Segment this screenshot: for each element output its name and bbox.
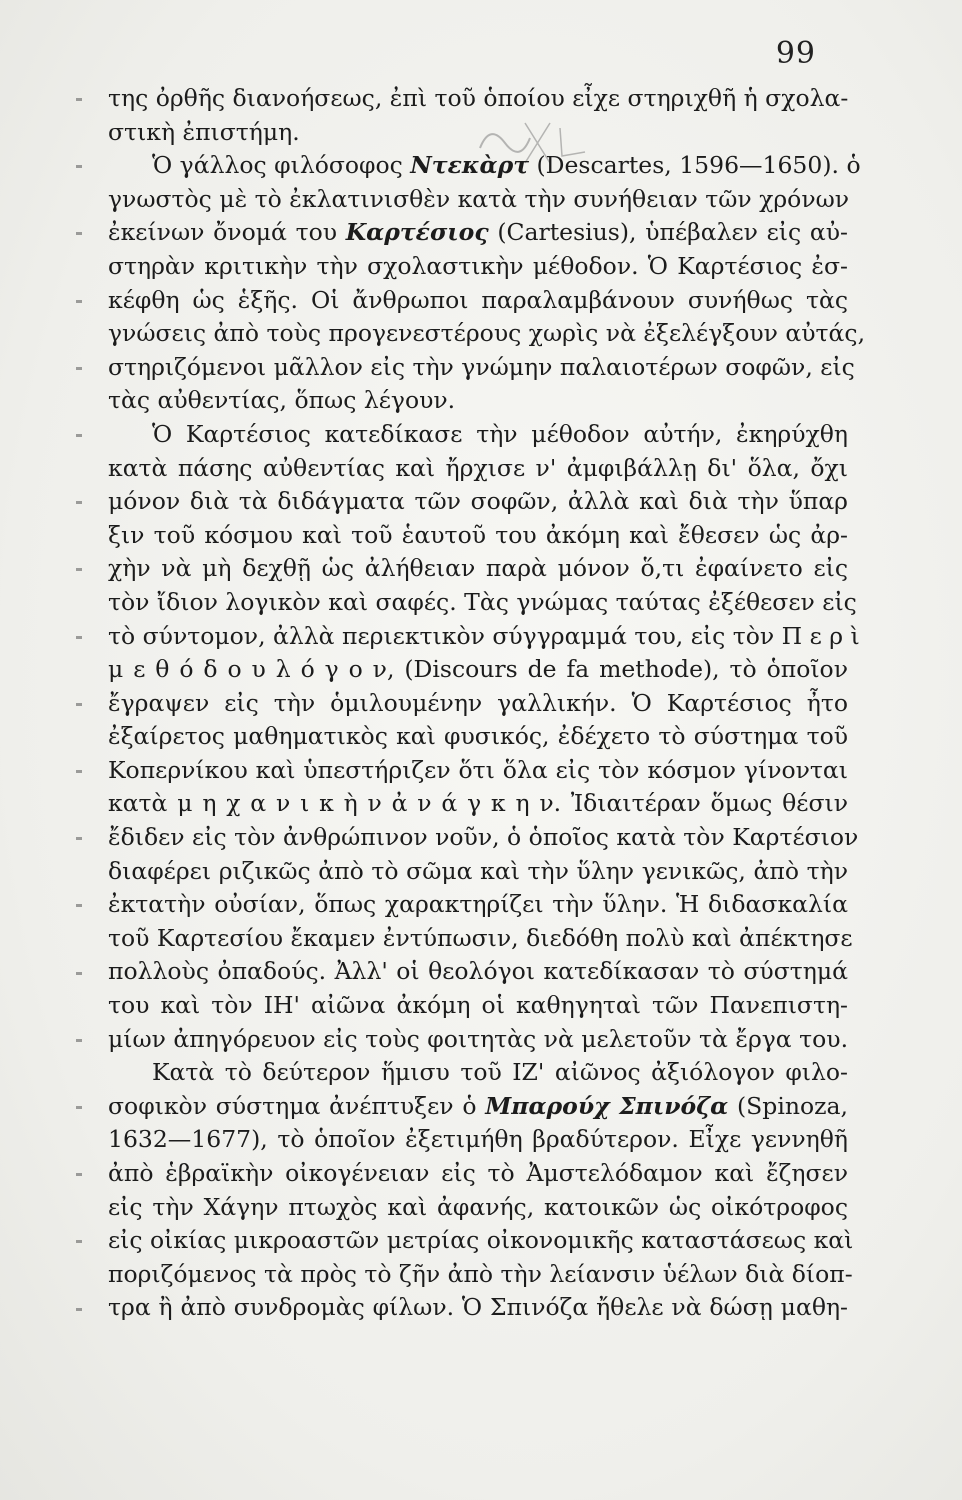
margin-speck <box>76 98 82 101</box>
text-line: τοῦ Καρτεσίου ἔκαμεν ἐντύπωσιν, διεδόθη πολὺ καὶ ἀπέκτησε <box>108 923 853 952</box>
text-line: ἔδιδεν εἰς τὸν ἀνθρώπινον νοῦν, ὁ ὁποῖος κατὰ τὸν Καρτέσιον <box>108 823 859 852</box>
margin-speck <box>76 972 82 975</box>
text-line: ποριζόμενος τὰ πρὸς τὸ ζῆν ἀπὸ τὴν λείανσιν ὑέλων διὰ δίοπ- <box>108 1259 853 1288</box>
margin-speck <box>76 434 82 437</box>
text-line: τὸ σύντομον, ἀλλὰ περιεκτικὸν σύγγραμμά του, εἰς τὸν Π ε ρ ὶ <box>108 621 860 650</box>
text-line: τὸν ἴδιον λογικὸν καὶ σαφές. Τὰς γνώμας ταύτας ἐξέθεσεν εἰς <box>108 587 857 616</box>
text-line: γνώσεις ἀπὸ τοὺς προγενεστέρους χωρὶς νὰ ἐξελέγξουν αὐτάς, <box>108 319 866 348</box>
text-line: κατὰ πάσης αὐθεντίας καὶ ἤρχισε ν' ἀμφιβάλλῃ δι' ὅλα, ὄχι <box>108 453 848 482</box>
margin-speck <box>76 232 82 235</box>
emphasized-name: Μπαρούχ Σπινόζα <box>485 1091 729 1120</box>
text-line: μόνον διὰ τὰ διδάγματα τῶν σοφῶν, ἀλλὰ καὶ διὰ τὴν ὕπαρ <box>108 487 848 516</box>
text-segment: (Spinoza, <box>728 1091 848 1120</box>
text-line: Ὁ Καρτέσιος κατεδίκασε τὴν μέθοδον αὐτήν, ἐκηρύχθη <box>152 419 848 448</box>
text-segment: (Descartes, 1596—1650). ὁ <box>529 151 861 180</box>
margin-speck <box>76 904 82 907</box>
margin-marks <box>56 82 96 1432</box>
text-segment: ἐκείνων ὄνομά του <box>108 218 346 247</box>
margin-speck <box>76 300 82 303</box>
text-segment: Ὁ γάλλος φιλόσοφος <box>152 151 411 180</box>
text-line: ξιν τοῦ κόσμου καὶ τοῦ ἑαυτοῦ του ἀκόμη καὶ ἔθεσεν ὡς ἀρ- <box>108 520 848 549</box>
text-line <box>108 1090 848 1124</box>
text-line: κέφθη ὡς ἑξῆς. Οἱ ἄνθρωποι παραλαμβάνουν συνήθως τὰς <box>108 285 848 314</box>
text-line: εἰς οἰκίας μικροαστῶν μετρίας οἰκονομικῆς καταστάσεως καὶ <box>108 1226 854 1255</box>
text-line: της ὀρθῆς διανοήσεως, ἐπὶ τοῦ ὁποίου εἶχε στηριχθῆ ἡ σχολα- <box>108 84 849 112</box>
emphasized-name: Ντεκὰρτ <box>410 151 530 180</box>
margin-speck <box>76 165 82 168</box>
text-line: χὴν νὰ μὴ δεχθῇ ὡς ἀλήθειαν παρὰ μόνον ὅ,τι ἐφαίνετο εἰς <box>108 554 848 583</box>
text-line: του καὶ τὸν ΙΗ' αἰῶνα ἀκόμη οἱ καθηγηταὶ τῶν Πανεπιστη- <box>108 991 848 1020</box>
margin-speck <box>76 501 82 504</box>
page-number: 99 <box>775 36 816 71</box>
text-line: τὰς αὐθεντίας, ὅπως λέγουν. <box>108 386 456 415</box>
margin-speck <box>76 1173 82 1176</box>
text-line: στηρὰν κριτικὴν τὴν σχολαστικὴν μέθοδον. Ὁ Καρτέσιος ἐσ- <box>108 251 848 280</box>
text-line: Κατὰ τὸ δεύτερον ἥμισυ τοῦ ΙΖ' αἰῶνος ἀξιόλογον φιλο- <box>152 1058 848 1087</box>
margin-speck <box>76 770 82 773</box>
margin-speck <box>76 636 82 639</box>
margin-speck <box>76 837 82 840</box>
margin-speck <box>76 367 82 370</box>
margin-speck <box>76 568 82 571</box>
margin-speck <box>76 1240 82 1243</box>
margin-speck <box>76 703 82 706</box>
text-line: εἰς τὴν Χάγην πτωχὸς καὶ ἀφανής, κατοικῶν ὡς οἰκότροφος <box>108 1192 848 1221</box>
text-line: στικὴ ἐπιστήμη. <box>108 117 300 146</box>
text-line: ἐκτατὴν οὐσίαν, ὅπως χαρακτηρίζει τὴν ὕλην. Ἡ διδασκαλία <box>108 890 848 919</box>
text-line: πολλοὺς ὀπαδούς. Ἀλλ' οἱ θεολόγοι κατεδίκασαν τὸ σύστημά <box>108 957 848 986</box>
text-line: στηριζόμενοι μᾶλλον εἰς τὴν γνώμην παλαιοτέρων σοφῶν, εἰς <box>108 352 855 381</box>
text-line: ἀπὸ ἑβραϊκὴν οἰκογένειαν εἰς τὸ Ἀμστελόδαμον καὶ ἔζησεν <box>108 1159 848 1187</box>
text-segment: σοφικὸν σύστημα ἀνέπτυξεν ὁ <box>108 1091 486 1120</box>
margin-speck <box>76 1039 82 1042</box>
text-line: τρα ἢ ἀπὸ συνδρομὰς φίλων. Ὁ Σπινόζα ἤθελε νὰ δώσῃ μαθη- <box>108 1293 848 1322</box>
text-line: μίων ἀπηγόρευον εἰς τοὺς φοιτητὰς νὰ μελετοῦν τὰ ἔργα του. <box>108 1024 849 1053</box>
text-line: Κοπερνίκου καὶ ὑπεστήριζεν ὅτι ὅλα εἰς τὸν κόσμον γίνονται <box>108 755 848 784</box>
text-line: διαφέρει ριζικῶς ἀπὸ τὸ σῶμα καὶ τὴν ὕλην γενικῶς, ἀπὸ τὴν <box>108 856 848 885</box>
text-line: 1632—1677), τὸ ὁποῖον ἐξετιμήθη βραδύτερον. Εἶχε γεννηθῆ <box>108 1125 848 1154</box>
text-line: κατὰ μ η χ α ν ι κ ὴ ν ἀ ν ά γ κ η ν. Ἰδιαιτέραν ὅμως θέσιν <box>108 789 848 818</box>
text-line: μ ε θ ό δ ο υ λ ό γ ο ν, (Discours de fa methode), τὸ ὁποῖον <box>108 655 848 684</box>
text-line <box>108 149 861 183</box>
text-line: ἐξαίρετος μαθηματικὸς καὶ φυσικός, ἐδέχετο τὸ σύστημα τοῦ <box>108 722 848 751</box>
text-line: ἔγραψεν εἰς τὴν ὁμιλουμένην γαλλικήν. Ὁ Καρτέσιος ἦτο <box>108 688 848 717</box>
margin-speck <box>76 1106 82 1109</box>
margin-speck <box>76 1308 82 1311</box>
emphasized-name: Καρτέσιος <box>345 218 489 247</box>
text-line <box>108 216 848 250</box>
text-segment: (Cartesius), ὑπέβαλεν εἰς αὐ- <box>488 218 848 247</box>
text-line: γνωστὸς μὲ τὸ ἐκλατινισθὲν κατὰ τὴν συνήθειαν τῶν χρόνων <box>108 184 850 213</box>
body-text <box>108 82 866 1325</box>
